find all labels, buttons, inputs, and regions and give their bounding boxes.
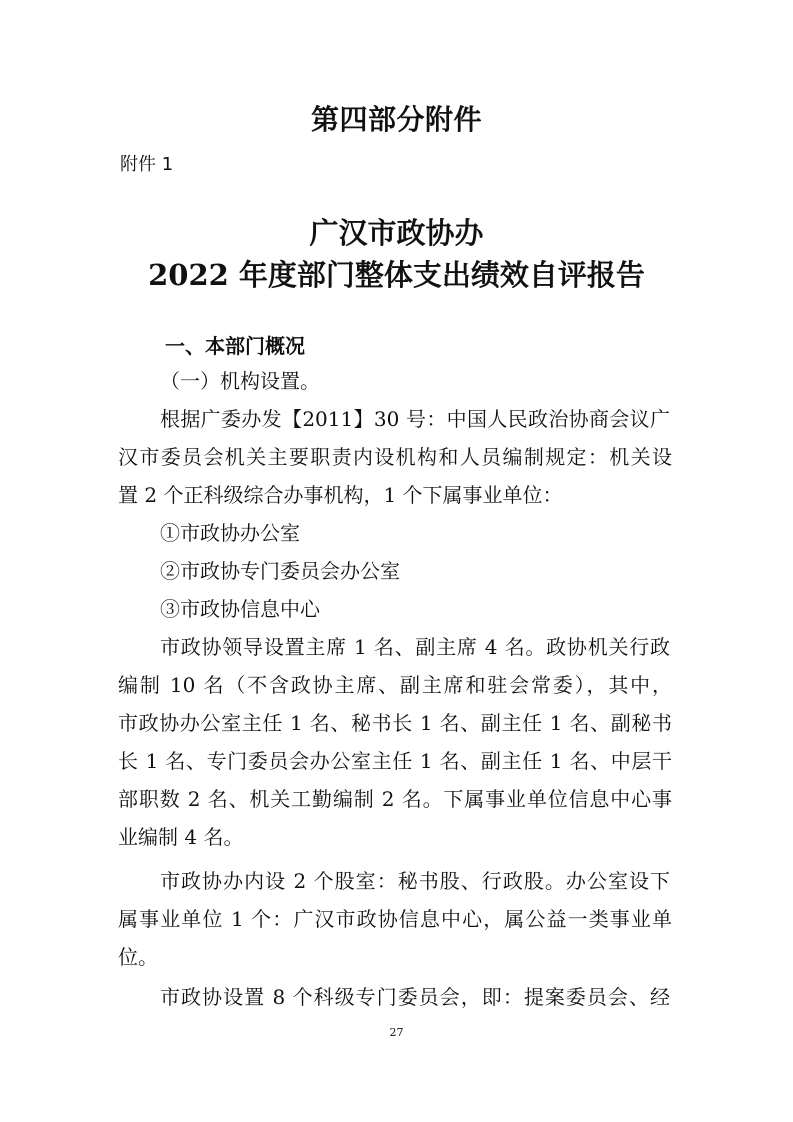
paragraph-line: 属事业单位 1 个：广汉市政协信息中心，属公益一类事业单 [118, 907, 672, 931]
paragraph-line: 长 1 名、专门委员会办公室主任 1 名、副主任 1 名、中层干 [118, 749, 672, 773]
report-title-line1: 广汉市政协办 [309, 216, 484, 250]
list-item: ②市政协专门委员会办公室 [160, 559, 400, 583]
paragraph-line: 置 2 个正科级综合办事机构，1 个下属事业单位： [118, 483, 563, 507]
paragraph-line: 市政协设置 8 个科级专门委员会，即：提案委员会、经 [160, 985, 670, 1009]
list-item: ③市政协信息中心 [160, 597, 320, 621]
paragraph-line: 汉市委员会机关主要职责内设机构和人员编制规定：机关设 [118, 445, 672, 469]
paragraph-line: 根据广委办发【2011】30 号：中国人民政治协商会议广 [160, 407, 670, 431]
subsection-heading: （一）机构设置。 [160, 369, 320, 393]
section-heading: 一、本部门概况 [165, 334, 305, 358]
part-title: 第四部分附件 [310, 103, 482, 136]
paragraph-line: 编制 10 名（不含政协主席、副主席和驻会常委），其中， [118, 673, 672, 697]
paragraph-line: 位。 [118, 945, 158, 969]
paragraph-line: 业编制 4 名。 [118, 825, 244, 849]
list-item: ①市政协办公室 [160, 521, 300, 545]
page-number: 27 [389, 1026, 404, 1039]
report-title-line2: 2022 年度部门整体支出绩效自评报告 [148, 258, 645, 292]
paragraph-line: 市政协领导设置主席 1 名、副主席 4 名。政协机关行政 [160, 635, 670, 659]
attachment-label: 附件 1 [120, 154, 174, 175]
paragraph-line: 市政协办内设 2 个股室：秘书股、行政股。办公室设下 [160, 869, 670, 893]
paragraph-line: 市政协办公室主任 1 名、秘书长 1 名、副主任 1 名、副秘书 [118, 711, 672, 735]
paragraph-line: 部职数 2 名、机关工勤编制 2 名。下属事业单位信息中心事 [118, 787, 672, 811]
